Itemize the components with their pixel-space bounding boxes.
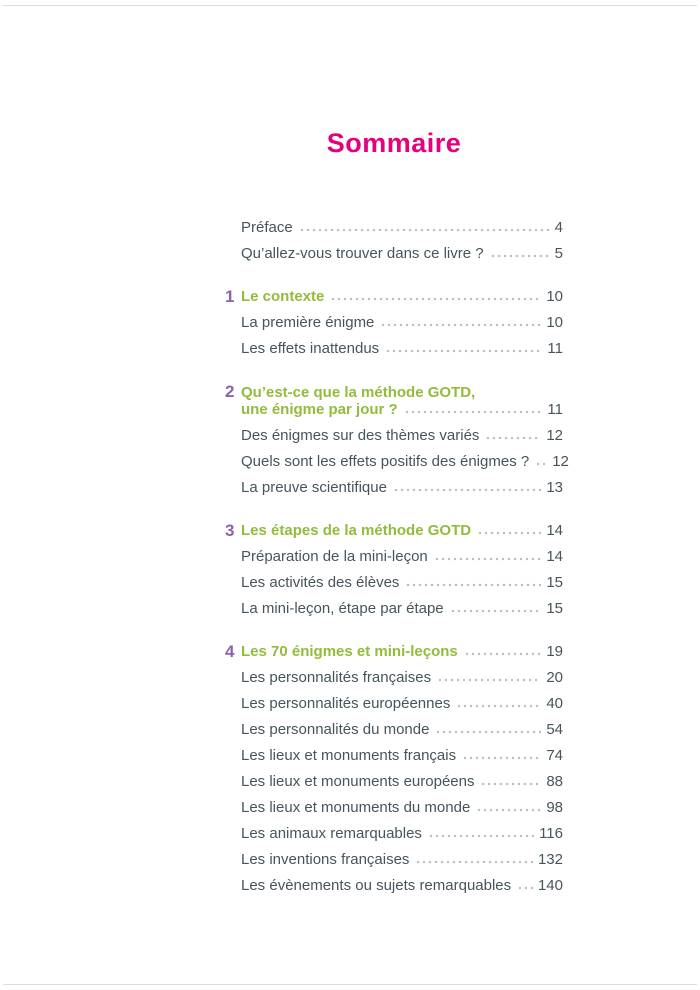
toc-entry-page: 74	[546, 747, 563, 764]
toc-entry	[225, 601, 563, 617]
toc-section-heading	[225, 644, 563, 660]
toc-entry-page: 98	[546, 799, 563, 816]
dotted-leader	[299, 227, 550, 233]
toc-entry	[225, 315, 563, 331]
toc-entry-page: 88	[546, 773, 563, 790]
toc-entry-page: 10	[546, 314, 563, 331]
toc-entry	[225, 575, 563, 591]
toc-entry-label: Les lieux et monuments européens	[241, 773, 475, 790]
dotted-leader	[404, 409, 543, 415]
dotted-leader	[485, 435, 541, 441]
toc-entry	[225, 800, 563, 816]
section-title-row	[241, 402, 563, 418]
section-number: 1	[225, 287, 235, 306]
toc-entry-page: 14	[546, 548, 563, 565]
toc-entry-label: Les personnalités françaises	[241, 669, 432, 686]
toc-entry-page: 4	[554, 219, 563, 236]
toc-entry-label: Préparation de la mini-leçon	[241, 548, 428, 565]
toc-entry-label: La mini-leçon, étape par étape	[241, 600, 444, 617]
toc-entry	[225, 748, 563, 764]
section-title: Les 70 énigmes et mini-leçons	[241, 643, 458, 660]
toc-entry	[225, 722, 563, 738]
dotted-leader	[434, 556, 542, 562]
section-number: 3	[225, 521, 235, 540]
toc-entry-page: 40	[546, 695, 563, 712]
toc-entry	[225, 220, 563, 236]
toc-entry-label: Des énigmes sur des thèmes variés	[241, 427, 480, 444]
toc-entry	[225, 670, 563, 686]
toc-entry	[225, 480, 563, 496]
toc-section-heading	[225, 523, 563, 539]
toc-entry-label: Préface	[241, 219, 293, 236]
toc-entry-page: 12	[546, 427, 563, 444]
section-title: Les étapes de la méthode GOTD	[241, 522, 472, 539]
section-number: 2	[225, 382, 235, 401]
dotted-leader	[464, 651, 542, 657]
toc-entry-label: Les lieux et monuments français	[241, 747, 457, 764]
toc-section-2	[225, 382, 569, 496]
toc-entry-label: Les évènements ou sujets remarquables	[241, 877, 512, 894]
section-title-lines	[241, 384, 563, 428]
toc-entry-page: 116	[539, 825, 563, 842]
toc-entry-page: 11	[547, 340, 563, 357]
toc-section-3	[225, 523, 563, 617]
toc-entry-page: 5	[554, 245, 563, 262]
page-edge-bottom	[3, 984, 697, 985]
dotted-leader	[476, 807, 541, 813]
toc-entry-page: 11	[547, 401, 563, 418]
section-title-line2: une énigme par jour ?	[241, 401, 398, 418]
dotted-leader	[477, 530, 541, 536]
toc-entry-label: Les animaux remarquables	[241, 825, 422, 842]
dotted-leader	[435, 729, 541, 735]
dotted-leader	[428, 833, 534, 839]
toc-entry-page: 10	[546, 288, 563, 305]
dotted-leader	[450, 608, 542, 614]
toc-entry-page: 20	[546, 669, 563, 686]
toc-entry	[225, 696, 563, 712]
toc-entry	[225, 852, 563, 868]
toc-entry-page: 15	[546, 574, 563, 591]
toc-entry-label: Qu’allez-vous trouver dans ce livre ?	[241, 245, 484, 262]
dotted-leader	[535, 461, 547, 467]
toc-section-4	[225, 644, 563, 894]
dotted-leader	[380, 322, 541, 328]
toc-entry-label: La preuve scientifique	[241, 479, 387, 496]
toc-entry	[225, 428, 563, 444]
toc-entry	[225, 826, 563, 842]
toc-entry-label: Quels sont les effets positifs des énigmes ?	[241, 453, 530, 470]
dotted-leader	[330, 296, 541, 302]
toc-entry-label: Les effets inattendus	[241, 340, 380, 357]
page-edge-top	[3, 5, 697, 6]
dotted-leader	[415, 859, 533, 865]
dotted-leader	[385, 348, 542, 354]
dotted-leader	[437, 677, 541, 683]
toc-section-heading	[225, 384, 563, 428]
toc-section-heading	[225, 289, 563, 305]
toc-entry	[225, 549, 563, 565]
section-title: Le contexte	[241, 288, 325, 305]
toc-entry	[225, 341, 563, 357]
dotted-leader	[462, 755, 541, 761]
dotted-leader	[480, 781, 541, 787]
toc-entry-label: Les personnalités européennes	[241, 695, 451, 712]
toc-entry-page: 15	[546, 600, 563, 617]
toc-entry-label: La première énigme	[241, 314, 375, 331]
toc-entry-label: Les lieux et monuments du monde	[241, 799, 471, 816]
section-title-line1: Qu’est-ce que la méthode GOTD,	[241, 384, 476, 401]
toc-entry-label: Les activités des élèves	[241, 574, 400, 591]
toc-entry-page: 140	[537, 877, 563, 894]
dotted-leader	[490, 253, 550, 259]
toc-entry-page: 132	[537, 851, 563, 868]
toc-entry	[225, 453, 569, 470]
toc-entry-page: 14	[546, 522, 563, 539]
dotted-leader	[456, 703, 541, 709]
toc-entry-page: 54	[546, 721, 563, 738]
toc-entry	[225, 878, 563, 894]
page-title: Sommaire	[326, 128, 462, 158]
toc-entry-label: Les inventions françaises	[241, 851, 410, 868]
toc-entry	[225, 246, 563, 262]
toc-entry	[225, 774, 563, 790]
toc-section-1	[225, 289, 563, 357]
toc-entry-page: 12	[552, 453, 569, 470]
toc-entry-page: 19	[546, 643, 563, 660]
dotted-leader	[405, 582, 541, 588]
section-number: 4	[225, 642, 235, 661]
toc-entry-label: Les personnalités du monde	[241, 721, 430, 738]
table-of-contents	[225, 219, 569, 904]
dotted-leader	[393, 487, 541, 493]
toc-entry-page: 13	[546, 479, 563, 496]
dotted-leader	[517, 885, 533, 891]
